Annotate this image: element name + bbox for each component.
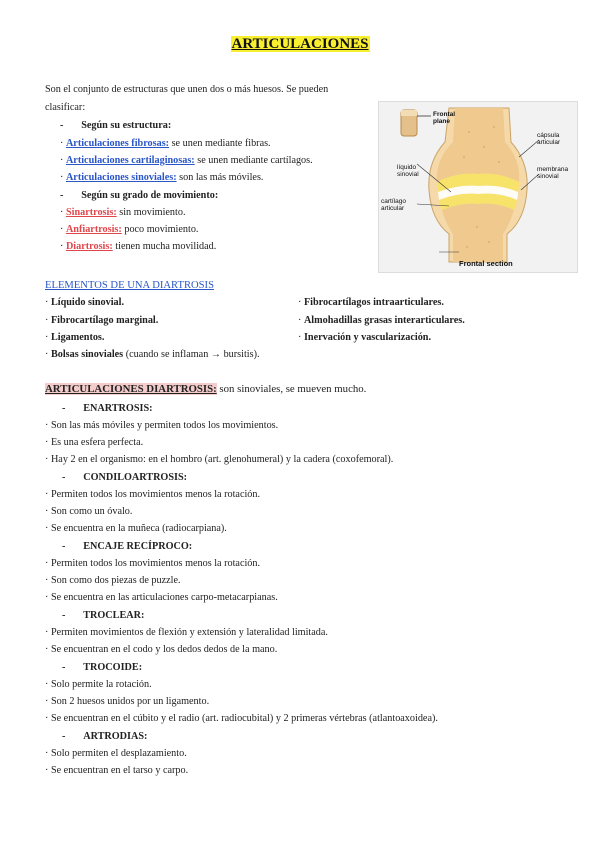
element-right: · Fibrocartílagos intraarticulares. [298, 297, 444, 308]
type-line: · Solo permiten el desplazamiento. [45, 748, 187, 759]
type-line: · Es una esfera perfecta. [45, 437, 144, 448]
elements-heading: ELEMENTOS DE UNA DIARTROSIS [45, 280, 214, 291]
structure-item: · Articulaciones fibrosas: se unen mediante fibras. [60, 138, 271, 149]
label-frontal-plane: Frontal plane [433, 111, 456, 125]
by-movement-heading: - Según su grado de movimiento: [60, 190, 219, 201]
element-right: · Inervación y vascularización. [298, 332, 432, 343]
type-line: · Son como dos piezas de puzzle. [45, 575, 181, 586]
intro-line-1: Son el conjunto de estructuras que unen dos o más huesos. Se pueden [45, 84, 329, 95]
label-cartilago: cartílago articular [381, 198, 406, 212]
joint-diagram [378, 101, 578, 273]
diartrosis-heading: ARTICULACIONES DIARTROSIS: son sinoviales, se mueven mucho. [45, 383, 367, 395]
page-title: ARTICULACIONES [231, 36, 369, 52]
type-line: · Son 2 huesos unidos por un ligamento. [45, 696, 210, 707]
intro-line-2: clasificar: [45, 102, 86, 113]
type-line: · Hay 2 en el organismo: en el hombro (art. glenohumeral) y la cadera (coxofemoral). [45, 454, 394, 465]
type-heading: - ENARTROSIS: [62, 403, 153, 414]
label-capsula: cápsula articular [537, 132, 561, 146]
type-heading: - TROCOIDE: [62, 662, 143, 673]
label-membrana: membrana sinovial [537, 166, 569, 180]
type-line: · Permiten movimientos de flexión y extensión y lateralidad limitada. [45, 627, 328, 638]
element-left: · Ligamentos. [45, 332, 105, 343]
joint-illustration [379, 102, 577, 272]
type-line: · Se encuentran en el tarso y carpo. [45, 765, 189, 776]
type-heading: - ARTRODIAS: [62, 731, 148, 742]
movement-item: · Sinartrosis: sin movimiento. [60, 207, 186, 218]
type-line: · Se encuentra en la muñeca (radiocarpiana). [45, 523, 227, 534]
element-left: · Bolsas sinoviales (cuando se inflaman → bursitis). [45, 349, 260, 360]
element-right: · Almohadillas grasas interarticulares. [298, 315, 465, 326]
element-left: · Fibrocartílago marginal. [45, 315, 159, 326]
type-line: · Permiten todos los movimientos menos la rotación. [45, 558, 261, 569]
label-frontal-section: Frontal section [459, 259, 513, 268]
type-heading: - CONDILOARTROSIS: [62, 472, 188, 483]
type-line: · Se encuentra en las articulaciones carpo-metacarpianas. [45, 592, 278, 603]
structure-item: · Articulaciones cartilaginosas: se unen mediante cartílagos. [60, 155, 313, 166]
type-line: · Permiten todos los movimientos menos la rotación. [45, 489, 261, 500]
type-line: · Se encuentran en el cúbito y el radio (art. radiocubital) y 2 primeras vértebras (atlantoaxoidea). [45, 713, 438, 724]
structure-item: · Articulaciones sinoviales: son las más móviles. [60, 172, 264, 183]
type-line: · Son como un óvalo. [45, 506, 133, 517]
type-heading: - TROCLEAR: [62, 610, 145, 621]
label-liquido: líquido sinovial [397, 164, 419, 178]
type-line: · Solo permite la rotación. [45, 679, 152, 690]
by-structure-heading: - Según su estructura: [60, 120, 172, 131]
element-left: · Líquido sinovial. [45, 297, 124, 308]
type-line: · Se encuentran en el codo y los dedos dedos de la mano. [45, 644, 278, 655]
movement-item: · Anfiartrosis: poco movimiento. [60, 224, 199, 235]
type-heading: - ENCAJE RECÍPROCO: [62, 541, 193, 552]
movement-item: · Diartrosis: tienen mucha movilidad. [60, 241, 217, 252]
type-line: · Son las más móviles y permiten todos los movimientos. [45, 420, 279, 431]
